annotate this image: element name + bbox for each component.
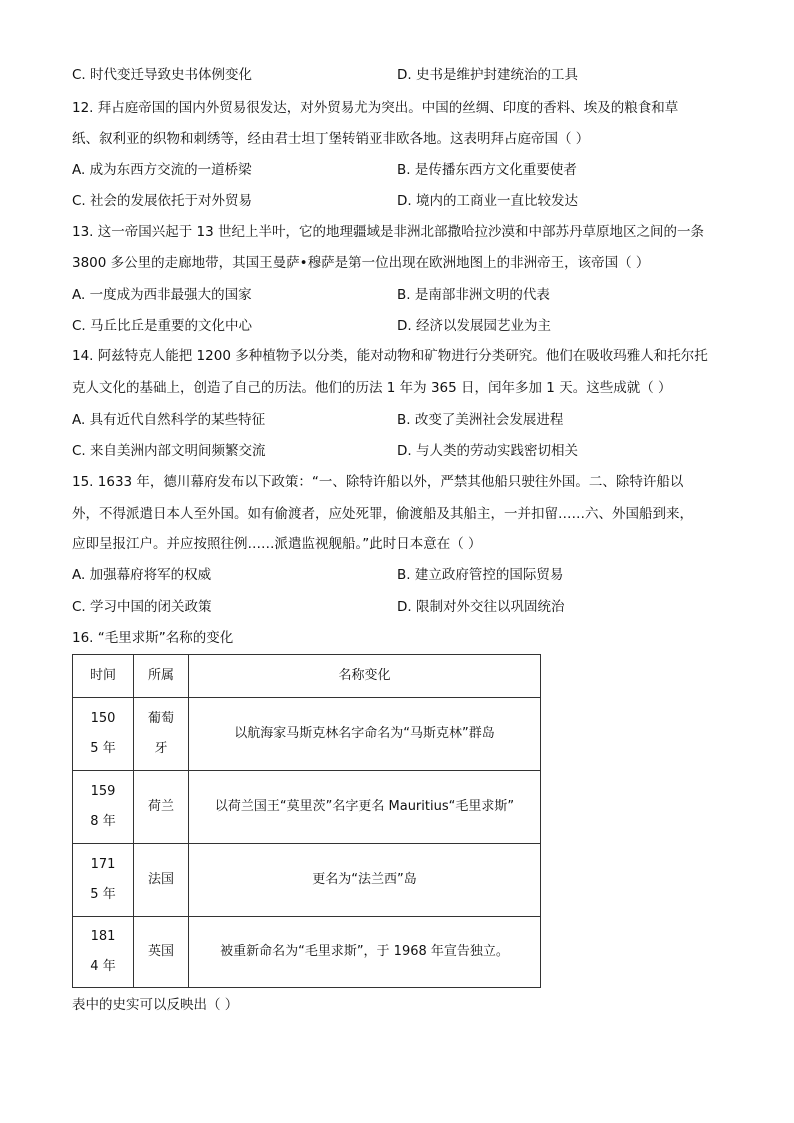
cell-change xyxy=(189,917,541,988)
table-row xyxy=(73,771,541,844)
table-row xyxy=(73,844,541,917)
q13-option-b: B. 是南部非洲文明的代表 xyxy=(397,287,550,303)
q15-stem-line-3: 应即呈报江户。并应按照往例……派遣监视舰船。”此时日本意在（ ） xyxy=(72,536,482,552)
header-owner: 所属 xyxy=(134,655,189,698)
cell-owner xyxy=(134,917,189,988)
table-header-row xyxy=(73,655,541,698)
q14-option-d: D. 与人类的劳动实践密切相关 xyxy=(397,443,578,459)
time-value: 1715 年 xyxy=(90,857,116,902)
q14-stem-line-1: 14. 阿兹特克人能把 1200 多种植物予以分类，能对动物和矿物进行分类研究。他们在吸收玛雅人和托尔托 xyxy=(72,348,708,364)
q14-option-c: C. 来自美洲内部文明间频繁交流 xyxy=(72,443,266,459)
mauritius-name-table xyxy=(72,654,541,988)
q13-stem-line-2: 3800 多公里的走廊地带，其国王曼萨•穆萨是第一位出现在欧洲地图上的非洲帝王，该帝国（ ） xyxy=(72,255,650,271)
cell-time xyxy=(73,844,134,917)
q16-question: 表中的史实可以反映出（ ） xyxy=(72,997,239,1013)
header-time: 时间 xyxy=(73,655,134,698)
q13-option-d: D. 经济以发展园艺业为主 xyxy=(397,318,551,334)
cell-time xyxy=(73,698,134,771)
option-c-prev: C. 时代变迁导致史书体例变化 xyxy=(72,67,253,83)
q12-option-a: A. 成为东西方交流的一道桥梁 xyxy=(72,162,252,178)
q15-stem-line-2: 外，不得派遣日本人至外国。如有偷渡者，应处死罪，偷渡船及其船主，一并扣留……六、外国船到来， xyxy=(72,506,693,522)
owner-value: 葡萄牙 xyxy=(147,711,174,756)
q13-option-c: C. 马丘比丘是重要的文化中心 xyxy=(72,318,253,334)
cell-change xyxy=(189,698,541,771)
q14-option-a: A. 具有近代自然科学的某些特征 xyxy=(72,412,266,428)
change-value: 被重新命名为“毛里求斯”，于 1968 年宣告独立。 xyxy=(220,944,509,959)
time-value: 1598 年 xyxy=(90,784,116,829)
change-value: 以航海家马斯克林名字命名为“马斯克林”群岛 xyxy=(234,726,495,741)
cell-owner xyxy=(134,771,189,844)
q15-option-a: A. 加强幕府将军的权威 xyxy=(72,567,212,583)
q12-option-b: B. 是传播东西方文化重要使者 xyxy=(397,162,577,178)
owner-value: 英国 xyxy=(147,944,174,959)
table-row xyxy=(73,917,541,988)
option-d-prev: D. 史书是维护封建统治的工具 xyxy=(397,67,578,83)
table-row xyxy=(73,698,541,771)
q15-stem-line-1: 15. 1633 年，德川幕府发布以下政策：“一、除特许船以外，严禁其他船只驶往外国。二、除特许船以 xyxy=(72,474,684,490)
q13-stem-line-1: 13. 这一帝国兴起于 13 世纪上半叶，它的地理疆域是非洲北部撒哈拉沙漠和中部苏丹草原地区之间的一条 xyxy=(72,224,705,240)
owner-value: 荷兰 xyxy=(147,799,174,814)
q12-option-d: D. 境内的工商业一直比较发达 xyxy=(397,193,578,209)
cell-change xyxy=(189,844,541,917)
q12-option-c: C. 社会的发展依托于对外贸易 xyxy=(72,193,253,209)
header-name-change: 名称变化 xyxy=(189,655,541,698)
q15-option-b: B. 建立政府管控的国际贸易 xyxy=(397,567,564,583)
q15-option-c: C. 学习中国的闭关政策 xyxy=(72,599,212,615)
cell-owner xyxy=(134,844,189,917)
owner-value: 法国 xyxy=(147,872,174,887)
q14-option-b: B. 改变了美洲社会发展进程 xyxy=(397,412,564,428)
q13-option-a: A. 一度成为西非最强大的国家 xyxy=(72,287,252,303)
q15-option-d: D. 限制对外交往以巩固统治 xyxy=(397,599,565,615)
change-value: 更名为“法兰西”岛 xyxy=(312,872,417,887)
cell-time xyxy=(73,917,134,988)
q14-stem-line-2: 克人文化的基础上，创造了自己的历法。他们的历法 1 年为 365 日，闰年多加 1 天。这些成就（ ） xyxy=(72,380,672,396)
change-value: 以荷兰国王“莫里茨”名字更名 Mauritius“毛里求斯” xyxy=(214,799,515,814)
cell-change xyxy=(189,771,541,844)
time-value: 1814 年 xyxy=(90,929,116,974)
cell-owner xyxy=(134,698,189,771)
cell-time xyxy=(73,771,134,844)
q12-stem-line-1: 12. 拜占庭帝国的国内外贸易很发达，对外贸易尤为突出。中国的丝绸、印度的香料、埃及的粮食和草 xyxy=(72,100,679,116)
q12-stem-line-2: 纸、叙利亚的织物和刺绣等，经由君士坦丁堡转销亚非欧各地。这表明拜占庭帝国（ ） xyxy=(72,131,590,147)
time-value: 1505 年 xyxy=(90,711,116,756)
q16-title: 16. “毛里求斯”名称的变化 xyxy=(72,630,234,646)
